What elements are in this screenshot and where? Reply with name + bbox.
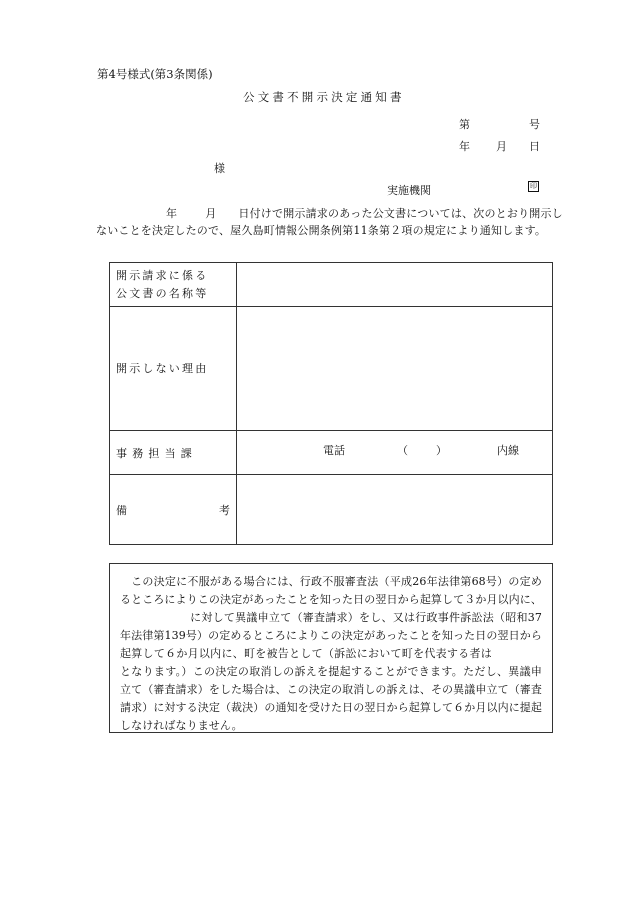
appeal-notice [109, 563, 553, 733]
table-row [110, 431, 553, 475]
phone-paren-open: （ [397, 443, 408, 457]
notice-part-3: となります。）この決定の取消しの訴えを提起することができます。ただし、異議申立て（審査請求）をした場合は、この決定の取消しの訴えは、その異議申立て（審査請求）に対する決定（裁決）の通知を受けた日の翌日から起算して６か月以内に提起しなければなりません。 [120, 665, 542, 732]
doc-name-label: 開示請求に係る 公文書の名称等 [110, 263, 237, 307]
phone-line [237, 442, 552, 464]
notice-part-1: この決定に不服がある場合には、行政不服審査法（平成26年法律第68号）の定めるところによりこの決定があったことを知った日の翌日から起算して３か月以内に、 [120, 575, 542, 606]
intro-month: 月 [205, 207, 217, 220]
date-month-label: 月 [496, 140, 507, 153]
intro-paragraph [96, 205, 568, 239]
doc-name-value[interactable] [237, 263, 553, 307]
date-year-label: 年 [459, 140, 470, 153]
phone-paren-close: ） [436, 443, 447, 457]
agency-label: 実施機関 [387, 184, 431, 197]
phone-label: 電話 [323, 443, 345, 457]
number-suffix: 号 [529, 118, 540, 131]
addressee-suffix: 様 [214, 162, 225, 175]
dept-value[interactable] [237, 431, 553, 475]
document-title: 公文書不開示決定通知書 [243, 90, 405, 104]
remarks-label: 備 考 [110, 475, 237, 545]
reason-value[interactable] [237, 307, 553, 431]
date-day-label: 日 [529, 140, 540, 153]
number-prefix: 第 [459, 118, 470, 131]
intro-year: 年 [166, 207, 178, 220]
intro-text: 日付けで開示請求のあった公文書については、次のとおり開示しないことを決定したので、屋久島町情報公開条例第11条第２項の規定により通知します。 [96, 207, 563, 237]
table-row [110, 475, 553, 545]
decision-table [109, 262, 553, 545]
extension-label: 内線 [497, 443, 519, 457]
seal-mark: 印 [530, 182, 537, 190]
dept-label: 事務担当課 [110, 431, 237, 475]
remarks-value[interactable] [237, 475, 553, 545]
table-row [110, 307, 553, 431]
reason-label: 開示しない理由 [110, 307, 237, 431]
table-row [110, 263, 553, 307]
notice-part-2: に対して異議申立て（審査請求）をし、又は行政事件訴訟法（昭和37年法律第139号）の定めるところによりこの決定があったことを知った日の翌日から起算して６か月以内に、町を被告として（訴訟において町を代表する者は [120, 611, 542, 660]
form-number: 第4号様式(第3条関係) [97, 67, 213, 81]
